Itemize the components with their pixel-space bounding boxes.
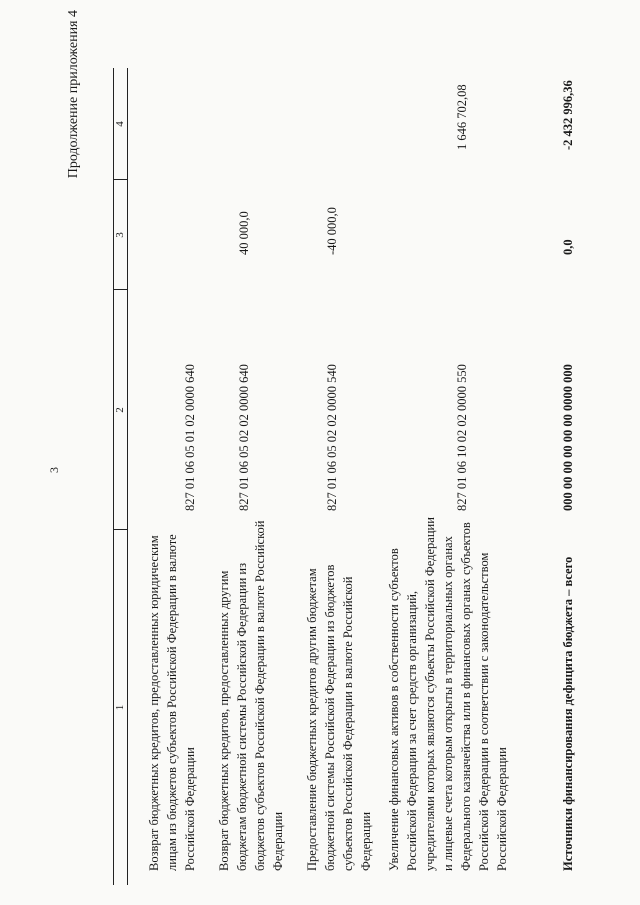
page-number: 3 — [47, 467, 61, 473]
row-name: Увеличение финансовых активов в собственности субъектов Российской Федерации за счет средств организаций, учредителями которых являются субъекты Российской Федерации и лицевые счета которым открыты в территориальных органах Федерального казначейства или в финансовых органах субъектов Российской Федерации в соответствии с законодательством Российской Федерации — [387, 517, 509, 871]
row-value-col4: 1 646 702,08 — [455, 84, 469, 150]
budget-sources-table — [113, 0, 623, 905]
row-name: Возврат бюджетных кредитов, предоставленных другим бюджетам бюджетной системы Российской Федерации из бюджетов субъектов Российской Федерации в валюте Российской Федерации — [217, 520, 285, 871]
table-header-row — [113, 68, 128, 885]
header-col2: 2 — [114, 407, 126, 413]
row-name: Предоставление бюджетных кредитов другим бюджетам бюджетной системы Российской Федерации из бюджетов субъектов Российской Федерации в валюте Российской Федерации — [305, 564, 373, 871]
continuation-title: Продолжение приложения 4 — [66, 10, 81, 179]
row-code: 827 01 06 05 02 02 0000 540 — [325, 364, 339, 511]
row-code: 827 01 06 10 02 02 0000 550 — [455, 364, 469, 511]
header-col3: 3 — [114, 232, 126, 238]
row-value-col3: 0,0 — [561, 239, 575, 255]
row-code: 827 01 06 05 02 02 0000 640 — [237, 364, 251, 511]
row-value-col3: -40 000,0 — [325, 207, 339, 255]
row-code: 000 00 00 00 00 00 0000 000 — [561, 364, 575, 511]
row-name: Источники финансирования дефицита бюджета – всего — [561, 556, 575, 871]
row-value-col3: 40 000,0 — [237, 211, 251, 255]
header-col4: 4 — [114, 121, 126, 127]
row-value-col4: -2 432 996,36 — [561, 80, 575, 150]
row-name: Возврат бюджетных кредитов, предоставленных юридическим лицам из бюджетов субъектов Российской Федерации в валюте Российской Федерации — [147, 534, 197, 871]
row-code: 827 01 06 05 01 02 0000 640 — [183, 364, 197, 511]
header-col1: 1 — [114, 704, 126, 711]
